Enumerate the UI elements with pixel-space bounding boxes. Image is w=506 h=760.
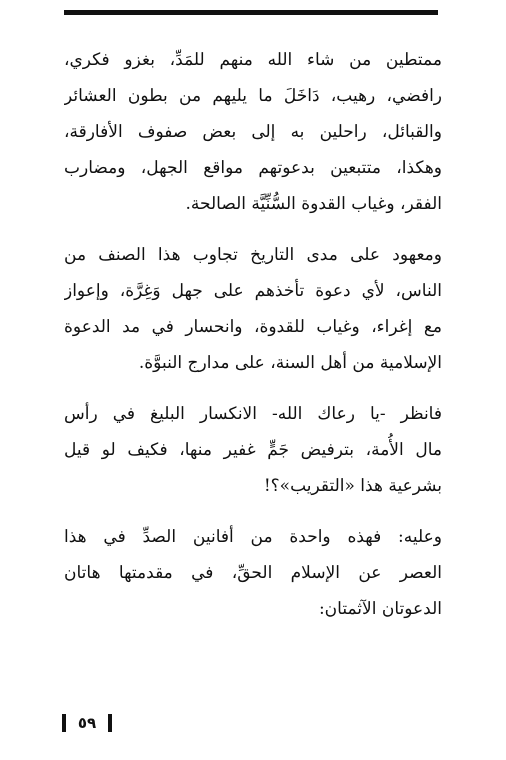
text-line: رافضي، رهيب، دَاخَلَ ما يليهم من بطون العشائر [64, 86, 442, 106]
top-rule [64, 10, 438, 15]
text-line: الإسلامية من أهل السنة، على مدارج النبوَّة. [138, 353, 442, 373]
text-line: مال الأُمة، بترفيض جَمٍّ غفير منها، فكيف لو قيل [64, 440, 442, 460]
text-line: ومعهود على مدى التاريخ تجاوب هذا الصنف من [64, 245, 442, 265]
text-line: وعليه: فهذه واحدة من أفانين الصدِّ في هذا [64, 527, 442, 547]
text-line: الدعوتان الآثمتان: [318, 599, 442, 619]
page-number [62, 712, 112, 734]
text-line: وهكذا، متتبعين بدعوتهم مواقع الجهل، ومضارب [64, 158, 442, 178]
paragraph [64, 519, 442, 627]
text-line: الناس، لأي دعوة تأخذهم على جهل وَغِرَّة، وإعواز [64, 281, 442, 301]
page-body [64, 42, 442, 642]
text-line: العصر عن الإسلام الحقِّ، في مقدمتها هاتان [64, 563, 442, 583]
page-number-text: ٥٩ [77, 714, 97, 732]
paragraph [64, 237, 442, 381]
page-number-bar-left [62, 714, 66, 732]
text-line: والقبائل، راحلين به إلى بعض صفوف الأفارقة، [64, 122, 442, 142]
text-line: الفقر، وغياب القدوة السُّنِّيَّة الصالحة. [185, 194, 442, 214]
paragraph [64, 396, 442, 504]
page-number-bar-right [108, 714, 112, 732]
text-line: مع إغراء، وغياب للقدوة، وانحسار في مد الدعوة [64, 317, 442, 337]
text-line: ممتطين من شاء الله منهم للمَدِّ، بغزو فكري، [64, 50, 442, 70]
text-line: بشرعية هذا «التقريب»؟! [263, 476, 442, 496]
text-line: فانظر -يا رعاك الله- الانكسار البليغ في رأس [64, 404, 442, 424]
paragraph [64, 42, 442, 222]
